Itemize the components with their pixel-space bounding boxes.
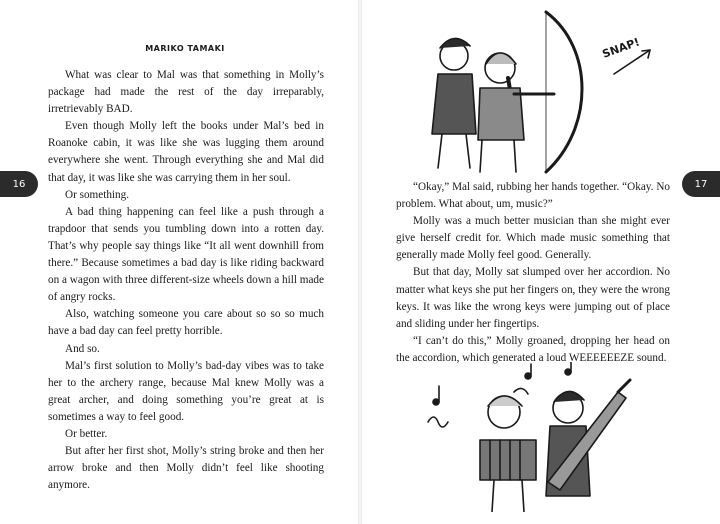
paragraph: What was clear to Mal was that something in Molly’s package had made the rest of the day irreparably, irretrievably BAD. (48, 69, 324, 116)
music-illustration (418, 362, 638, 512)
paragraph: But after her first shot, Molly’s string broke and then her arrow broke and then Molly didn’t feel like shooting anymore. (48, 445, 324, 492)
paragraph: But that day, Molly sat slumped over her accordion. No matter what keys she put her fingers on, they were the wrong keys. It was like the wrong keys were jumping out of place and sliding under her fingertips. (396, 266, 670, 330)
paragraph: “Okay,” Mal said, rubbing her hands together. “Okay. No problem. What about, um, music?” (396, 181, 670, 211)
paragraph: Molly was a much better musician than she might ever give herself credit for. Which made music something that generally made Molly feel good. Generally. (396, 215, 670, 262)
paragraph: Also, watching someone you care about so so so much have a bad day can feel pretty horrible. (48, 308, 324, 338)
paragraph: A bad thing happening can feel like a push through a trapdoor that sends you tumbling down into a rotten day. That’s why people say things like “It all went downhill from there.” Because sometimes a bad day is like riding backward on a wagon with three different-size wheels down a hill made of angry rocks. (48, 205, 324, 304)
right-page-text (396, 179, 670, 367)
running-header: MARIKO TAMAKI (145, 44, 225, 53)
page-number-tab: 16 (0, 171, 38, 197)
paragraph: Even though Molly left the books under Mal’s bed in Roanoke cabin, it was like she was lugging them around everywhere she went. Through everything she and Mal did that day, it was like she was carrying them in her soul. (48, 120, 324, 184)
paragraph: Or better. (65, 427, 108, 440)
left-page (0, 0, 358, 524)
paragraph: Or something. (65, 188, 130, 201)
paragraph: And so. (65, 342, 100, 355)
left-page-text (48, 67, 324, 494)
page-number-tab: 17 (682, 171, 720, 197)
paragraph: Mal’s first solution to Molly’s bad-day vibes was to take her to the archery range, because Mal knew Molly was a great archer, and doing something you’re great at is sometimes a way to feel good. (48, 359, 324, 423)
paragraph: “I can’t do this,” Molly groaned, dropping her head on the accordion, which generated a loud WEEEEEEZE sound. (396, 334, 670, 364)
archery-illustration (418, 8, 678, 176)
sfx-snap: SNAP! (600, 35, 642, 61)
